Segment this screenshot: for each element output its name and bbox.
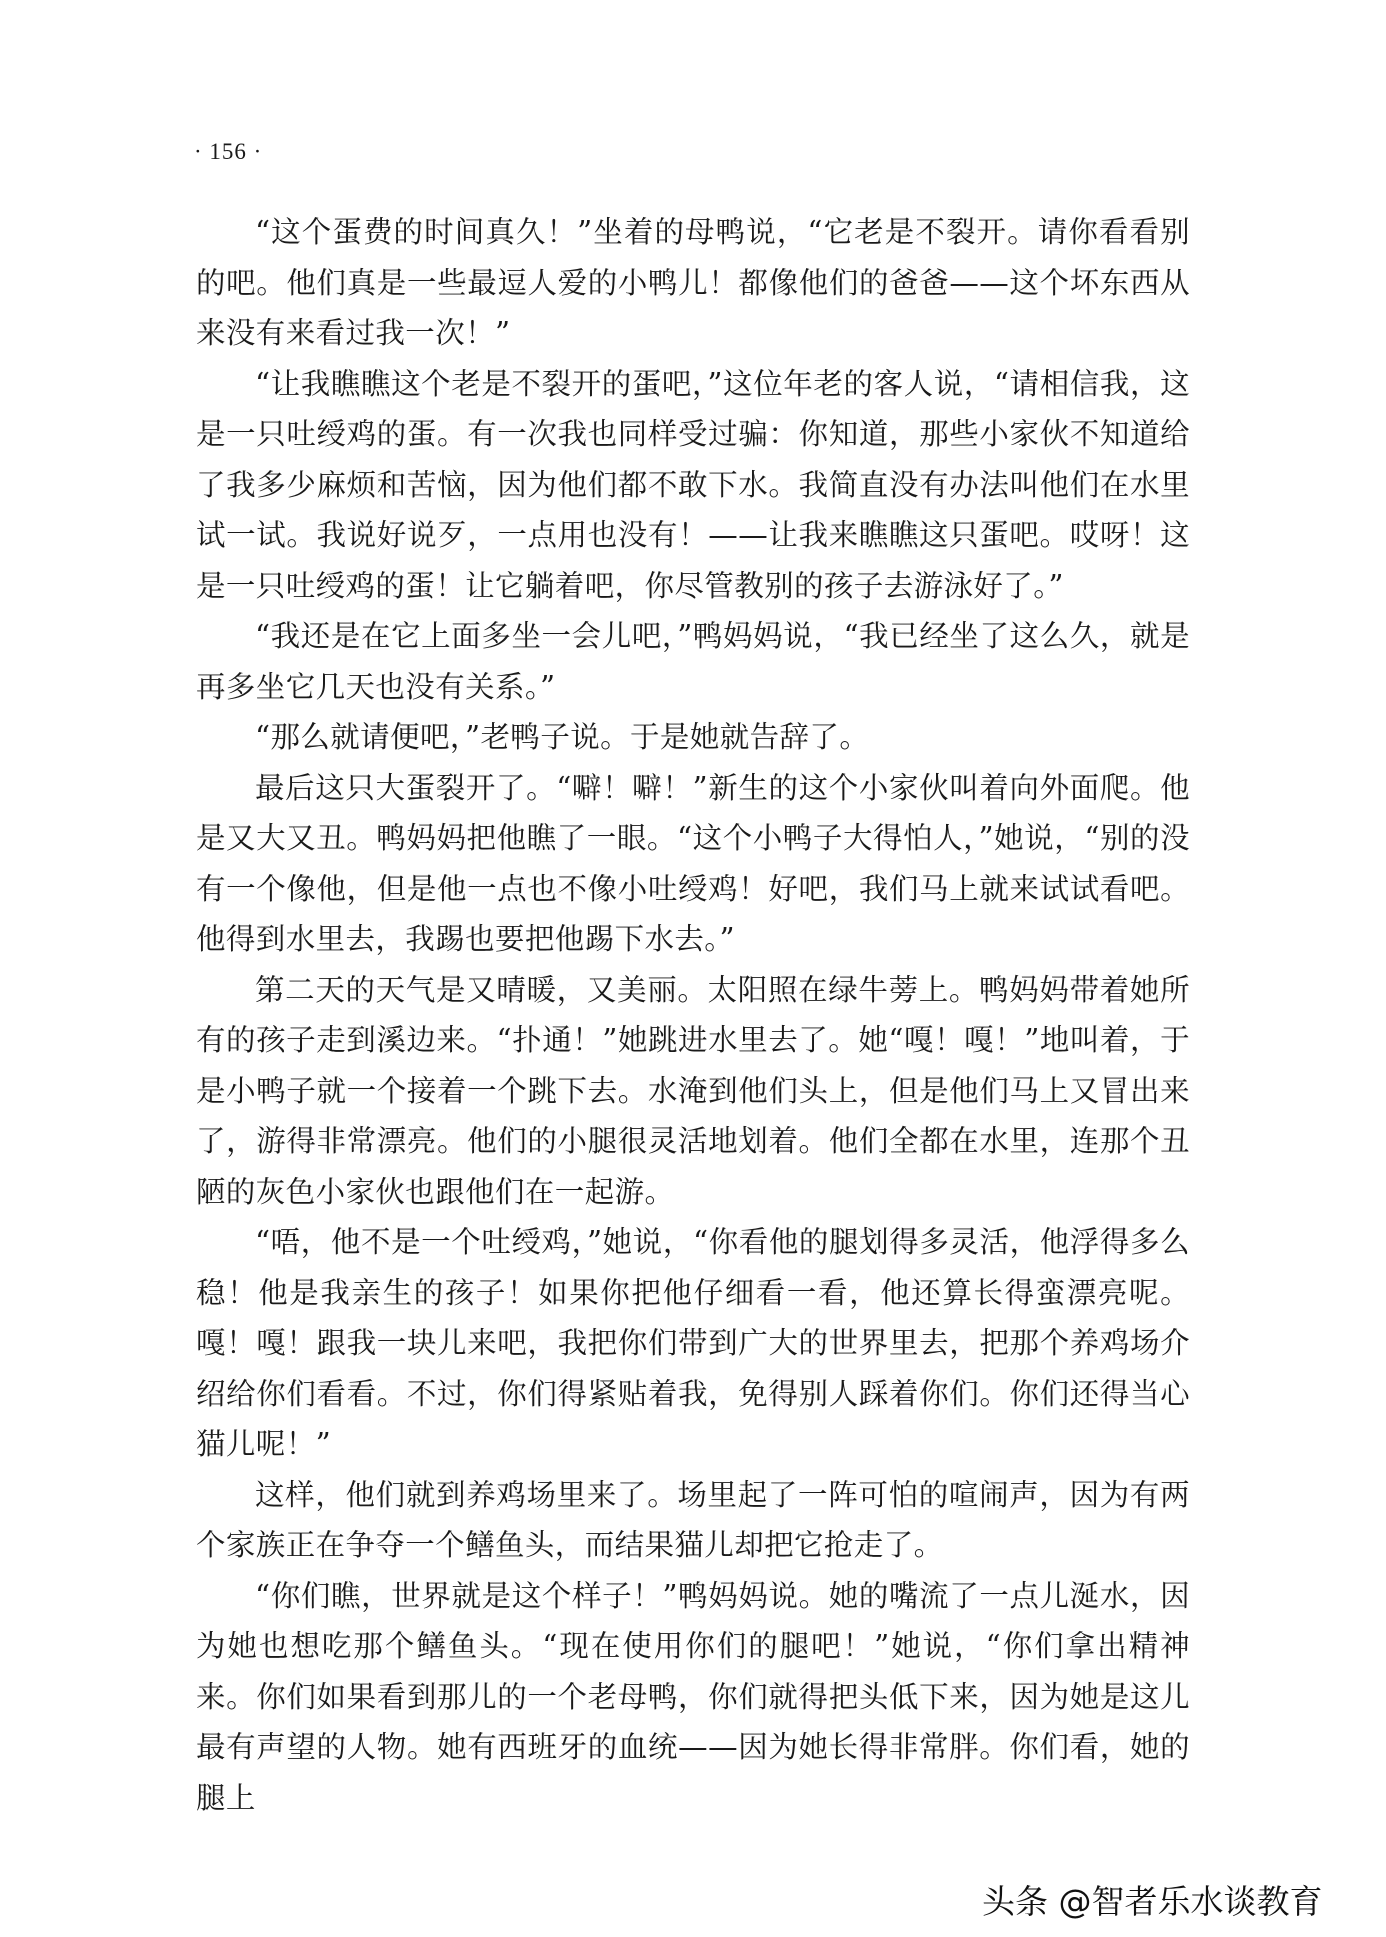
paragraph: “这个蛋费的时间真久！”坐着的母鸭说，“它老是不裂开。请你看看别的吧。他们真是一些最逗人爱的小鸭儿！都像他们的爸爸——这个坏东西从来没有来看过我一次！” (196, 215, 1190, 350)
paragraph: 第二天的天气是又晴暖，又美丽。太阳照在绿牛蒡上。鸭妈妈带着她所有的孩子走到溪边来。“扑通！”她跳进水里去了。她“嘎！嘎！”地叫着，于是小鸭子就一个接着一个跳下去。水淹到他们头上，但是他们马上又冒出来了，游得非常漂亮。他们的小腿很灵活地划着。他们全都在水里，连那个丑陋的灰色小家伙也跟他们在一起游。 (196, 972, 1190, 1209)
watermark: 头条 @智者乐水谈教育 (982, 1882, 1323, 1921)
paragraph: “你们瞧，世界就是这个样子！”鸭妈妈说。她的嘴流了一点儿涎水，因为她也想吃那个鳝鱼头。“现在使用你们的腿吧！”她说，“你们拿出精神来。你们如果看到那儿的一个老母鸭，你们就得把头低下来，因为她是这儿最有声望的人物。她有西班牙的血统——因为她长得非常胖。你们看，她的腿上 (196, 1578, 1190, 1815)
paragraph: 最后这只大蛋裂开了。“噼！噼！”新生的这个小家伙叫着向外面爬。他是又大又丑。鸭妈妈把他瞧了一眼。“这个小鸭子大得怕人，”她说，“别的没有一个像他，但是他一点也不像小吐绶鸡！好吧，我们马上就来试试看吧。他得到水里去，我踢也要把他踢下水去。” (196, 770, 1190, 956)
paragraph: 这样，他们就到养鸡场里来了。场里起了一阵可怕的喧闹声，因为有两个家族正在争夺一个鳝鱼头，而结果猫儿却把它抢走了。 (196, 1477, 1190, 1562)
paragraph: “我还是在它上面多坐一会儿吧，”鸭妈妈说，“我已经坐了这么久，就是再多坐它几天也没有关系。” (196, 619, 1190, 704)
text-body (196, 207, 1190, 1823)
paragraph: “让我瞧瞧这个老是不裂开的蛋吧，”这位年老的客人说，“请相信我，这是一只吐绶鸡的蛋。有一次我也同样受过骗：你知道，那些小家伙不知道给了我多少麻烦和苦恼，因为他们都不敢下水。我简直没有办法叫他们在水里试一试。我说好说歹，一点用也没有！——让我来瞧瞧这只蛋吧。哎呀！这是一只吐绶鸡的蛋！让它躺着吧，你尽管教别的孩子去游泳好了。” (196, 366, 1190, 603)
paragraph: “那么就请便吧，”老鸭子说。于是她就告辞了。 (255, 720, 870, 754)
paragraph: “唔，他不是一个吐绶鸡，”她说，“你看他的腿划得多灵活，他浮得多么稳！他是我亲生的孩子！如果你把他仔细看一看，他还算长得蛮漂亮呢。嘎！嘎！跟我一块儿来吧，我把你们带到广大的世界里去，把那个养鸡场介绍给你们看看。不过，你们得紧贴着我，免得别人踩着你们。你们还得当心猫儿呢！” (196, 1225, 1190, 1461)
page-number: · 156 · (194, 139, 263, 164)
